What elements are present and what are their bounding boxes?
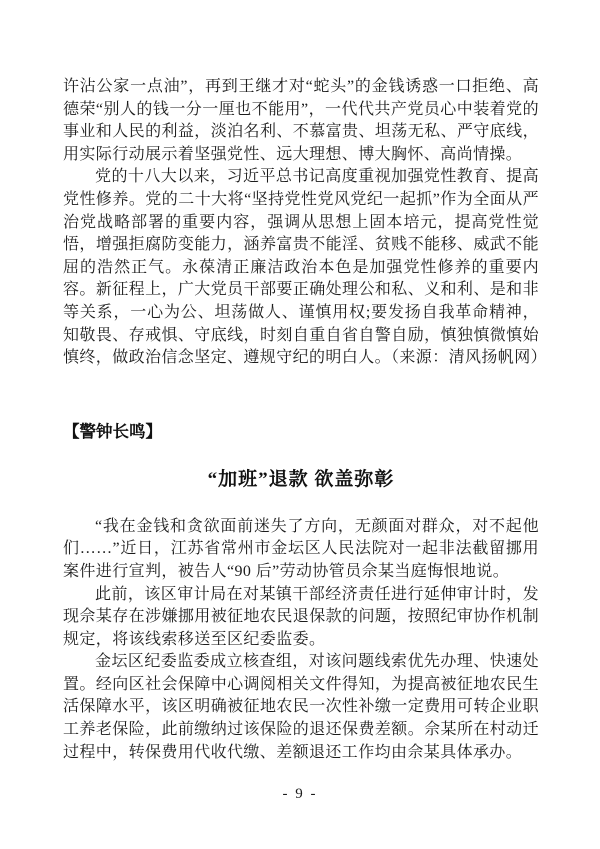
body-paragraph: 许沾公家一点油”，再到王继才对“蛇头”的金钱诱惑一口拒绝、高德荣“别人的钱一分一厘也不能用”，一代代共产党员心中装着党的事业和人民的利益，淡泊名利、不慕富贵、坦荡无私、严守底线，用实际行动展示着坚强党性、远大理想、博大胸怀、高尚情操。 (63, 78, 539, 163)
intro-section (63, 76, 548, 370)
body-paragraph: 此前，该区审计局在对某镇干部经济责任进行延伸审计时，发现佘某存在涉嫌挪用被征地农民退保款的问题，按照纪审协作机制规定，将该线索移送至区纪委监委。 (63, 585, 539, 648)
body-paragraph: “我在金钱和贪欲面前迷失了方向，无颜面对群众，对不起他们……”近日，江苏省常州市金坛区人民法院对一起非法截留挪用案件进行宣判，被告人“90 后”劳动协管员佘某当庭悔恨地说。 (63, 517, 539, 580)
section-heading: 【警钟长鸣】 (63, 421, 162, 441)
article-body (63, 516, 539, 765)
body-paragraph: 党的十八大以来，习近平总书记高度重视加强党性教育、提高党性修养。党的二十大将“坚持党性党风党纪一起抓”作为全面从严治党战略部署的重要内容，强调从思想上固本培元，提高党性觉悟，增强拒腐防变能力，涵养富贵不能淫、贫贱不能移、威武不能屈的浩然正气。永葆清正廉洁政治本色是加强党性修养的重要内容。新征程上，广大党员干部要正确处理公和私、义和利、是和非等关系，一心为公、坦荡做人、谨慎用权;要发扬自我革命精神，知敬畏、存戒惧、守底线，时刻自重自省自警自励，慎独慎微慎始慎终，做政治信念坚定、遵规守纪的明白人。（来源：清风扬帆网） (63, 168, 548, 367)
page-number: - 9 - (282, 786, 318, 802)
article-title: “加班”退款 欲盖弥彰 (207, 468, 395, 490)
body-paragraph: 金坛区纪委监委成立核查组，对该问题线索优先办理、快速处置。经向区社会保障中心调阅相关文件得知，为提高被征地农民生活保障水平，该区明确被征地农民一次性补缴一定费用可转企业职工养老保险，此前缴纳过该保险的退还保费差额。佘某所在村动迁过程中，转保费用代收代缴、差额退还工作均由佘某具体承办。 (63, 653, 539, 761)
